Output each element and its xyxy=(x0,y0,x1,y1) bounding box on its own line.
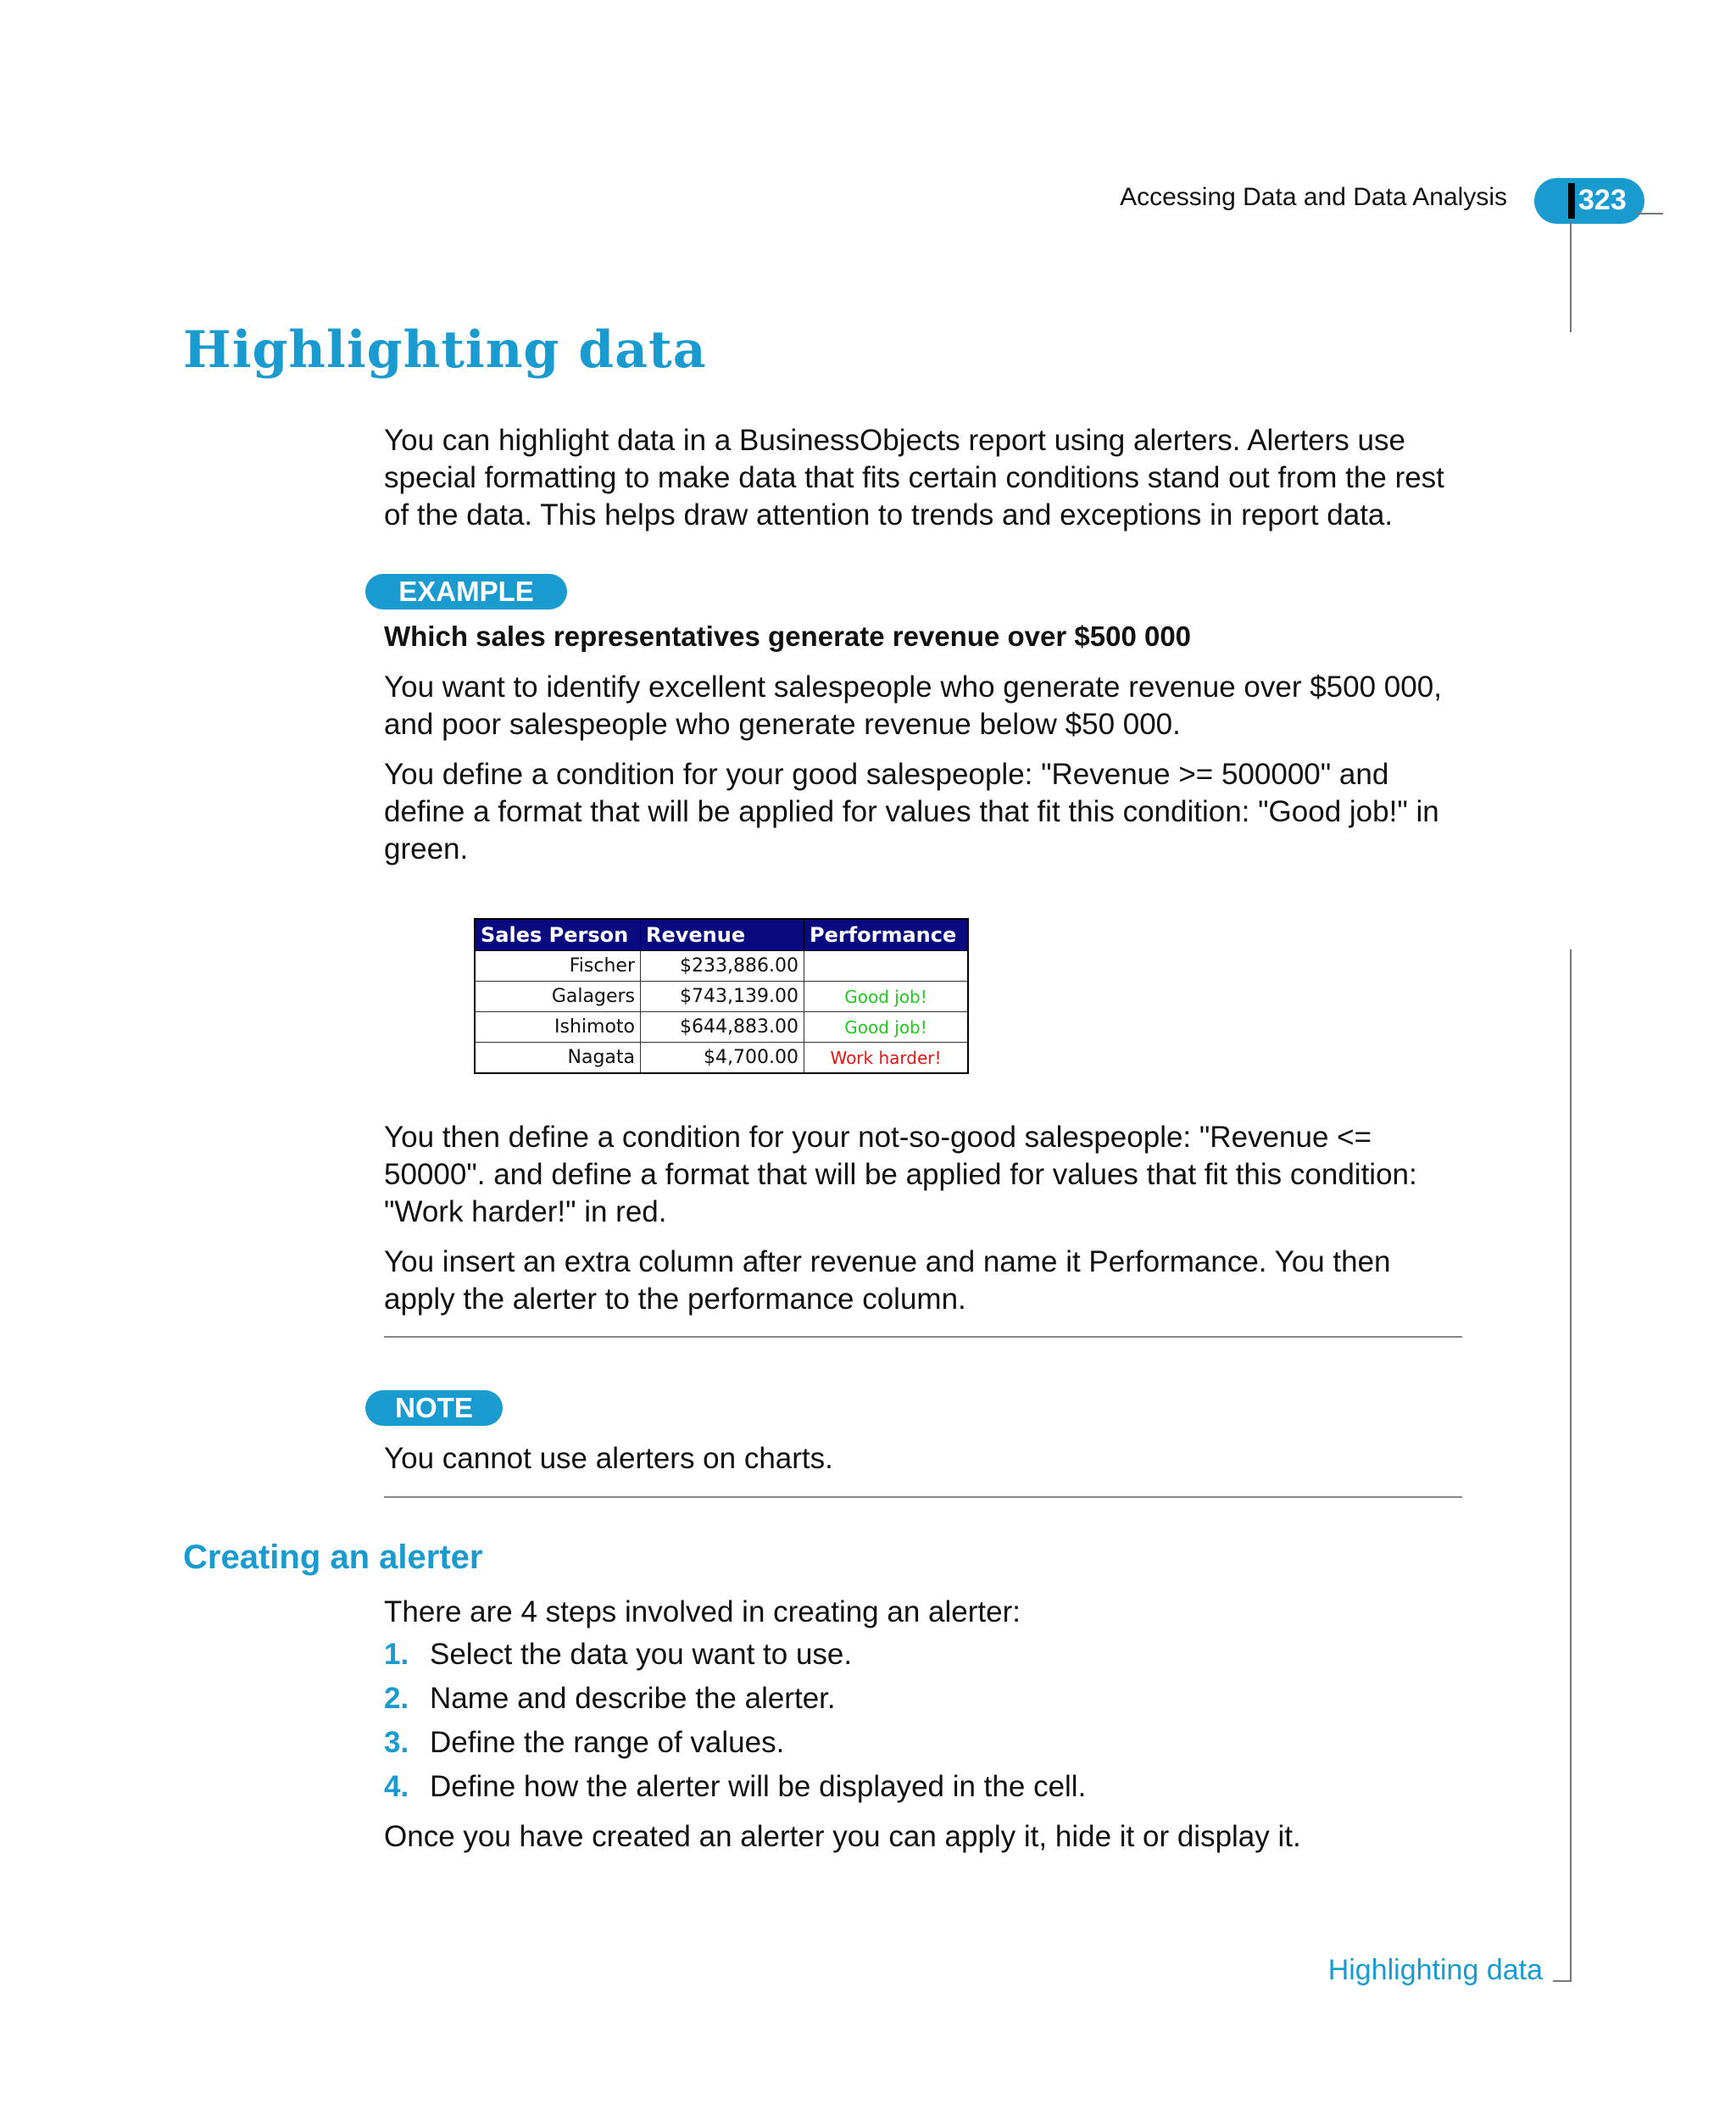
cell-performance: Good job! xyxy=(804,982,969,1012)
table-row xyxy=(475,982,968,1012)
table-row xyxy=(475,951,968,982)
example-paragraph-2: You define a condition for your good salespeople: "Revenue >= 500000" and define a format that will be applied for values that fit this condition: "Good job!" in green. xyxy=(384,758,1439,866)
cell-performance: Work harder! xyxy=(804,1043,969,1074)
header-rule xyxy=(1636,213,1663,214)
example-heading: Which sales representatives generate revenue over $500 000 xyxy=(384,621,1192,652)
page-number-marker xyxy=(1568,183,1575,219)
intro-paragraph: You can highlight data in a BusinessObjects report using alerters. Alerters use special formatting to make data that fits certain conditions stand out from the rest of the data. This helps draw attention to trends and exceptions in report data. xyxy=(384,424,1444,532)
note-text: You cannot use alerters on charts. xyxy=(384,1442,833,1475)
step-number: 2. xyxy=(384,1682,409,1715)
example-paragraph-1: You want to identify excellent salespeople who generate revenue over $500 000, and poor salespeople who generate revenue below $50 000. xyxy=(384,671,1442,741)
column-header-performance: Performance xyxy=(804,919,969,951)
cell-revenue: $644,883.00 xyxy=(641,1012,804,1043)
example-paragraph-4: You insert an extra column after revenue and name it Performance. You then apply the alerter to the performance column. xyxy=(384,1245,1391,1316)
step-number: 4. xyxy=(384,1770,409,1803)
table-header-row xyxy=(475,919,968,951)
footer-title: Highlighting data xyxy=(1327,1954,1543,1986)
cell-sales-person: Nagata xyxy=(475,1043,641,1074)
step-number: 3. xyxy=(384,1726,409,1759)
step-item xyxy=(384,1768,1086,1812)
section-intro: There are 4 steps involved in creating an alerter: xyxy=(384,1595,1021,1628)
cell-revenue: $233,886.00 xyxy=(641,951,804,982)
section-heading: Creating an alerter xyxy=(183,1539,483,1576)
sales-table xyxy=(474,918,969,1074)
column-header-sales-person: Sales Person xyxy=(475,919,641,951)
cell-sales-person: Ishimoto xyxy=(475,1012,641,1043)
steps-list xyxy=(384,1636,1086,1812)
running-head: Accessing Data and Data Analysis xyxy=(1120,183,1507,211)
section-outro: Once you have created an alerter you can apply it, hide it or display it. xyxy=(384,1820,1301,1853)
column-header-revenue: Revenue xyxy=(641,919,804,951)
cell-revenue: $743,139.00 xyxy=(641,982,804,1012)
example-tag: EXAMPLE xyxy=(365,574,567,609)
step-item xyxy=(384,1636,1086,1680)
step-text: Define how the alerter will be displayed in the cell. xyxy=(430,1770,1087,1803)
note-divider xyxy=(384,1496,1462,1498)
step-number: 1. xyxy=(384,1638,409,1671)
page-number: 323 xyxy=(1578,184,1627,216)
margin-rule-top xyxy=(1570,222,1572,332)
example-paragraph-3: You then define a condition for your not-so-good salespeople: "Revenue <= 50000". and define a format that will be applied for values that fit this condition: "Work harder!" in red. xyxy=(384,1121,1417,1228)
page-title: Highlighting data xyxy=(183,320,707,380)
footer-rule xyxy=(1553,1980,1572,1982)
step-text: Select the data you want to use. xyxy=(430,1638,853,1671)
cell-revenue: $4,700.00 xyxy=(641,1043,804,1074)
cell-performance xyxy=(804,951,969,982)
table-row xyxy=(475,1043,968,1074)
table-row xyxy=(475,1012,968,1043)
page-number-badge xyxy=(1534,178,1644,224)
step-item xyxy=(384,1680,1086,1724)
step-text: Define the range of values. xyxy=(430,1726,785,1759)
step-item xyxy=(384,1724,1086,1768)
cell-sales-person: Galagers xyxy=(475,982,641,1012)
cell-performance: Good job! xyxy=(804,1012,969,1043)
margin-rule-bottom xyxy=(1570,949,1572,1982)
note-tag: NOTE xyxy=(365,1390,503,1426)
example-divider xyxy=(384,1336,1462,1338)
step-text: Name and describe the alerter. xyxy=(430,1682,836,1715)
cell-sales-person: Fischer xyxy=(475,951,641,982)
